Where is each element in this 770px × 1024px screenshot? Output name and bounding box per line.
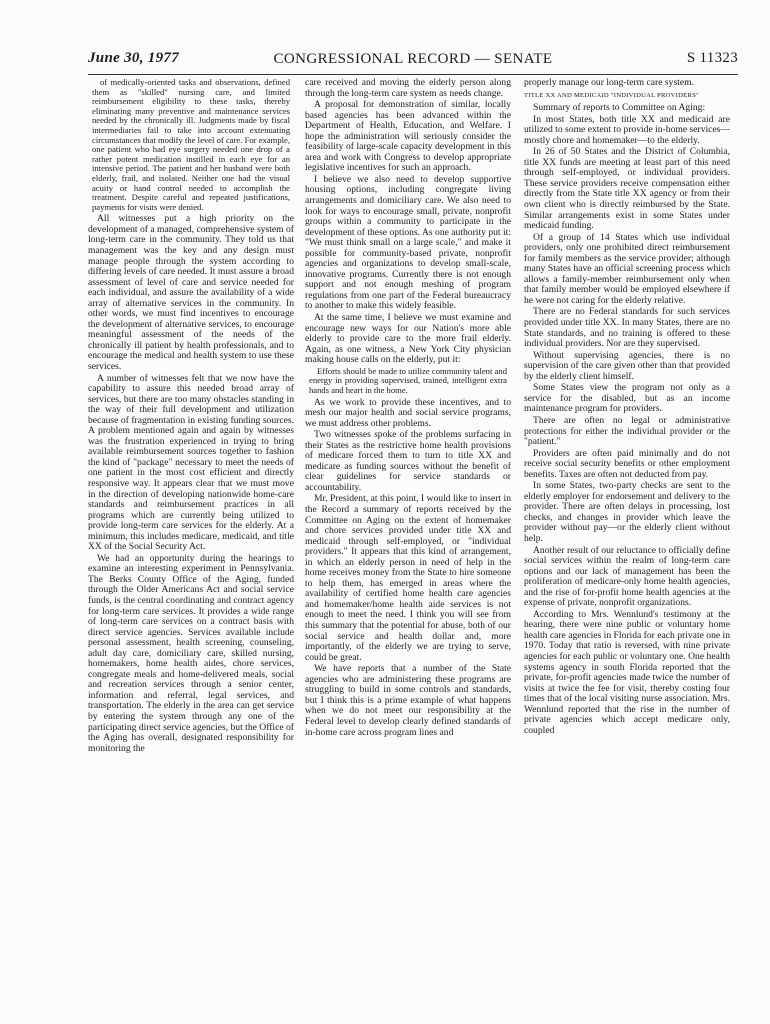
- paragraph: A number of witnesses felt that we now have the capability to assure this needed broad array of services, but there are too many obstacles standing in the way of their full development and utilization because of fragmentation in existing funding sources. A problem mentioned again and again by witnesses was the frustration experienced in trying to bring available reimbursement sources together to fashion the kind of "package" necessary to meet the needs of one patient in the most cost efficient and directly responsive way. It appears clear that we must move in the direction of developing nationwide home-care standards and reimbursement practices in all programs which are currently being utilized to provide long-term care services for the elderly. At a minimum, this includes medicare, medicaid, and title XX of the Social Security Act.: [88, 372, 294, 553]
- quoted-paragraph: Efforts should be made to utilize community talent and energy in providing supervised, trained, intelligent extra hands and heart in the home.: [309, 365, 507, 395]
- paragraph: All witnesses put a high priority on the development of a managed, comprehensive system of long-term care in the community. They told us that management was the key and any design must manage people through the system according to differing levels of care needed. It must assure a broad assessment of level of care and service needed for each individual, and assure the availability of a wide array of alternative services in the community. In other words, we must find incentives to encourage the development of alternative services, to encourage meaningful assessment of the needs of the chronically ill patient by health professionals, and to encourage the medical and health system to use these services.: [88, 213, 294, 372]
- paragraph: properly manage our long-term care system.: [524, 78, 694, 88]
- paragraph: At the same time, I believe we must examine and encourage new ways for our Nation's more able elderly to provide care to the more frail elderly. Again, as one witness, a New York City physician making house calls on the elderly, put it:: [305, 312, 511, 366]
- text-column-2: [305, 78, 511, 998]
- paragraph: According to Mrs. Wennlund's testimony at the hearing, there were nine public or voluntary home health care agencies in Florida for each private one in 1970. Today that ratio is reversed, with nine private agencies for each public or voluntary one. One health systems agency in south Florida reported that the private, for-profit agencies made twice the number of visits at twice the fee for visit, thereby costing four times that of the local visiting nurse association. Mrs. Wennlund reported that the rise in the number of private agencies which accept medicare only, coupled: [524, 608, 730, 736]
- text-column-3: [524, 78, 730, 998]
- quoted-paragraph: of medically-oriented tasks and observations, defined them as "skilled" nursing care, and limited reimbursement eligibility to these tasks, thereby eliminating many preventive and maintenance services needed by the chronically ill. Judgments made by fiscal intermediaries fail to take into account extenuating circumstances that modify the level of care. For example, one patient who had eye surgery needed one drop of a rather potent medication instilled in each eye for an intensive period. The patient and her husband were both elderly, frail, and isolated. Neither one had the visual acuity or hand control needed to accomplish the treatment. Despite careful and repeated justifications, payments for visits were denied.: [92, 78, 290, 212]
- paragraph: In 26 of 50 States and the District of Columbia, title XX funds are meeting at least part of this need through self-employed, or individual providers. These service providers receive compensation either directly from the State title XX agency or from their own client who is directly reimbursed by the State. Similar arrangements exist in some States under medicaid funding.: [524, 146, 730, 232]
- page-number: S 11323: [686, 50, 738, 66]
- paragraph: There are no Federal standards for such services provided under title XX. In many States, there are no State standards, and no training is offered to these individual providers. Nor are they supervised.: [524, 306, 730, 350]
- paragraph: Another result of our reluctance to officially define social services within the realm of long-term care options and our lack of management has been the proliferation of medicare-only home health agencies, and the rise of for-profit home health agencies at the expense of private, nonprofit organizations.: [524, 544, 730, 609]
- paragraph: Of a group of 14 States which use individual providers, only one prohibited direct reimbursement for family members as the service provider; although many States have an official screening process which allows a family-member reimbursement only when that family member would be employed elsewhere if he were not caring for the elderly relative.: [524, 231, 730, 306]
- section-heading: TITLE XX AND MEDICAID "INDIVIDUAL PROVIDERS": [524, 91, 699, 99]
- paragraph: There are often no legal or administrative protections for either the individual provider or the "patient.": [524, 414, 730, 448]
- paragraph: Providers are often paid minimally and do not receive social security benefits or other employment benefits. Taxes are often not deducted from pay.: [524, 447, 730, 480]
- paragraph: care received and moving the elderly person along through the long-term care system as needs change.: [305, 78, 511, 99]
- paragraph: Some States view the program not only as a service for the disabled, but as an income maintenance program for providers.: [524, 382, 730, 415]
- paragraph: A proposal for demonstration of similar, locally based agencies has been advanced within the Department of Health, Education, and Welfare. I hope the administration will seriously consider the feasibility of large-scale capacity development in this area and work with Congress to develop appropriate legislative incentives for such an approach.: [305, 99, 511, 174]
- paragraph: As we work to provide these incentives, and to mesh our major health and social service programs, we must address other problems.: [305, 396, 511, 429]
- page-header: [88, 50, 738, 75]
- paragraph: In most States, both title XX and medicaid are utilized to some extent to provide in-home services—mostly chore and homemaker—to the elderly.: [524, 113, 730, 146]
- paragraph: Summary of reports to Committee on Aging:: [533, 102, 706, 114]
- paragraph: Two witnesses spoke of the problems surfacing in their States as the restrictive home health provisions of medicare forced them to turn to title XX and medicare as funding sources without the benefit of clear guidelines for service standards or accountability.: [305, 429, 511, 493]
- paragraph: I believe we also need to develop supportive housing options, including congregate living arrangements and domiciliary care. We also need to look for ways to encourage small, private, nonprofit groups within a community to participate in the development of these options. As one authority put it: "We must think small on a large scale," and make it possible for community-based private, nonprofit agencies and organizations to develop small-scale, innovative programs. Currently there is not enough support and not enough meshing of program regulations from one part of the Federal bureaucracy to another to make this widely feasible.: [305, 173, 511, 312]
- header-date: June 30, 1977: [88, 50, 179, 66]
- paragraph: In some States, two-party checks are sent to the elderly employer for endorsement and delivery to the provider. There are often delays in processing, lost checks, and changes in provider which leave the provider without pay—or the elderly client without help.: [524, 480, 730, 544]
- paragraph: Without supervising agencies, there is no supervision of the care given other than that provided by the elderly client himself.: [524, 349, 730, 382]
- paragraph: Mr. President, at this point, I would like to insert in the Record a summary of reports received by the Committee on Aging on the extent of homemaker and chore services provided under title XX and medicaid through self-employed, or "individual providers." It appears that this kind of arrangement, in which an elderly person in need of help in the home receives money from the State to hire someone to help them, has emerged in areas where the availability of certified home health care agencies and homemaker/home health aide services is not enough to meet the need. I think you will see from this summary that the potential for abuse, both of our social service and health dollar and, more importantly, of the elderly we are trying to serve, could be great.: [305, 493, 511, 663]
- paragraph: We have reports that a number of the State agencies who are administering these programs are struggling to build in some controls and standards, but I think this is a prime example of what happens when we do not meet our responsibility at the Federal level to develop clearly defined standards of in-home care across program lines and: [305, 663, 511, 738]
- text-column-1: [88, 78, 294, 998]
- paragraph: We had an opportunity during the hearings to examine an interesting experiment in Pennsylvania. The Berks County Office of the Aging, funded through the Older Americans Act and social service funds, is the central coordinating and contract agency for long-term care services. It provides a wide range of long-term care services on a contract basis with direct service agencies. Services available include personal assessment, health screening, counseling, adult day care, domiciliary care, skilled nursing, homemakers, home health aides, chore services, congregate meals and home-delivered meals, social and recreation services through a senior center, information and referral, legal services, and transportation. The elderly in the area can get service by entering the system through any one of the participating direct service agencies, but the Office of the Aging has overall, designated responsibility for monitoring the: [88, 552, 294, 754]
- publication-title: CONGRESSIONAL RECORD — SENATE: [273, 51, 553, 67]
